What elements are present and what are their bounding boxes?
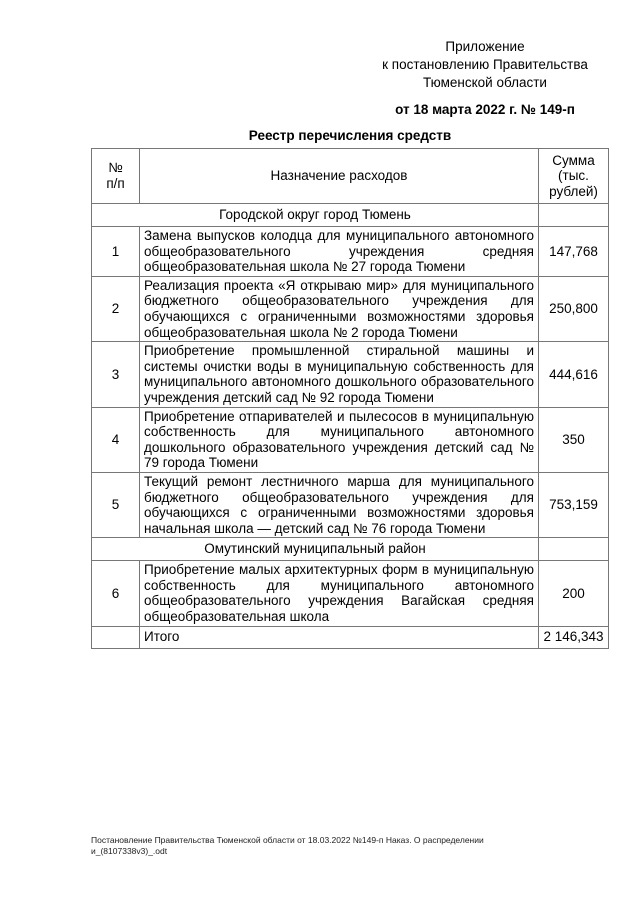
group-name: Городской округ город Тюмень bbox=[92, 204, 539, 227]
total-label: Итого bbox=[140, 626, 539, 648]
table-row bbox=[92, 407, 609, 472]
row-number: 5 bbox=[92, 472, 140, 537]
row-number: 4 bbox=[92, 407, 140, 472]
row-sum: 444,616 bbox=[539, 342, 609, 407]
row-number: 3 bbox=[92, 342, 140, 407]
row-number: 1 bbox=[92, 227, 140, 277]
group-row bbox=[92, 538, 609, 561]
row-sum: 753,159 bbox=[539, 472, 609, 537]
row-purpose: Приобретение отпаривателей и пылесосов в муниципальную собственность для муниципального автономного дошкольного образовательного учреждения детский сад № 79 города Тюмени bbox=[140, 407, 539, 472]
row-sum: 250,800 bbox=[539, 276, 609, 341]
total-sum: 2 146,343 bbox=[539, 626, 609, 648]
row-purpose: Приобретение промышленной стиральной машины и системы очистки воды в муниципальную собственность для муниципального автономного дошкольного образовательного учреждения детский сад № 92 города Тюмени bbox=[140, 342, 539, 407]
table-row bbox=[92, 561, 609, 626]
row-purpose: Замена выпусков колодца для муниципального автономного общеобразовательного учреждения средняя общеобразовательная школа № 27 города Тюмени bbox=[140, 227, 539, 277]
row-purpose: Реализация проекта «Я открываю мир» для муниципального бюджетного общеобразовательного учреждения для обучающихся с ограниченными возможностями здоровья общеобразовательная школа № 2 города Тюмени bbox=[140, 276, 539, 341]
row-purpose: Текущий ремонт лестничного марша для муниципального бюджетного общеобразовательного учреждения для обучающихся с ограниченными возможностями здоровья начальная школа — детский сад № 76 города Тюмени bbox=[140, 472, 539, 537]
header-resolution: к постановлению Правительства bbox=[382, 57, 588, 72]
row-sum: 147,768 bbox=[539, 227, 609, 277]
group-sum-empty bbox=[539, 538, 609, 561]
group-name: Омутинский муниципальный район bbox=[92, 538, 539, 561]
row-number: 2 bbox=[92, 276, 140, 341]
table-row bbox=[92, 276, 609, 341]
row-sum: 200 bbox=[539, 561, 609, 626]
table-header-row bbox=[92, 149, 609, 204]
col-header-number: № п/п bbox=[92, 149, 140, 204]
table-row bbox=[92, 472, 609, 537]
document-header bbox=[360, 38, 610, 119]
table-row bbox=[92, 227, 609, 277]
document-footer: Постановление Правительства Тюменской области от 18.03.2022 №149-п Наказ. О распределении и_(8107338v3)_.odt bbox=[91, 835, 484, 856]
row-sum: 350 bbox=[539, 407, 609, 472]
funds-register-table bbox=[91, 148, 609, 649]
header-appendix: Приложение bbox=[445, 39, 525, 54]
table-row bbox=[92, 342, 609, 407]
header-region: Тюменской области bbox=[423, 75, 547, 90]
group-sum-empty bbox=[539, 204, 609, 227]
row-purpose: Приобретение малых архитектурных форм в муниципальную собственность для муниципального автономного общеобразовательного учреждения Вагайская средняя общеобразовательная школа bbox=[140, 561, 539, 626]
group-row bbox=[92, 204, 609, 227]
col-header-purpose: Назначение расходов bbox=[140, 149, 539, 204]
total-row bbox=[92, 626, 609, 648]
header-date: от 18 марта 2022 г. № 149-п bbox=[395, 102, 575, 117]
col-header-sum: Сумма (тыс. рублей) bbox=[539, 149, 609, 204]
total-number-empty bbox=[92, 626, 140, 648]
page-title: Реестр перечисления средств bbox=[248, 128, 452, 143]
row-number: 6 bbox=[92, 561, 140, 626]
